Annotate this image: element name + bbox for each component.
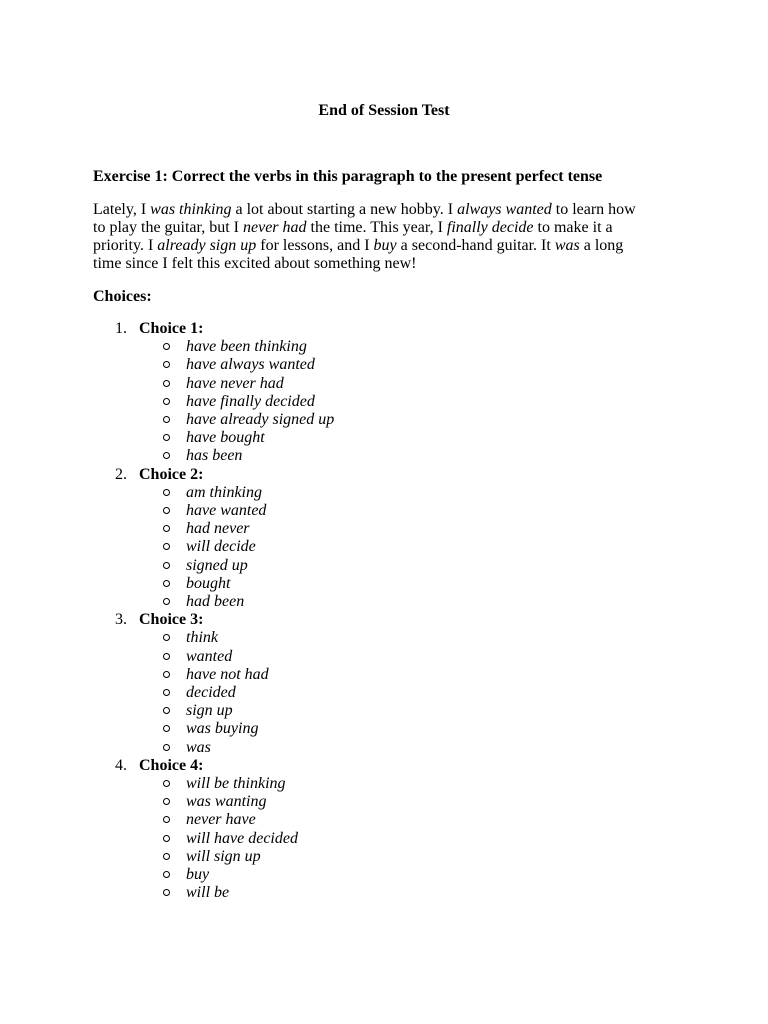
circle-bullet-icon (163, 543, 170, 550)
circle-bullet-icon (163, 452, 170, 459)
option-text: have not had (186, 665, 269, 683)
option-item (0, 484, 334, 502)
option-text: will have decided (186, 829, 298, 847)
circle-bullet-icon (163, 871, 170, 878)
paragraph-text: a lot about starting a new hobby. I (231, 201, 458, 218)
option-item (0, 775, 334, 793)
circle-bullet-icon (163, 689, 170, 696)
circle-bullet-icon (163, 816, 170, 823)
option-text: buy (186, 866, 210, 884)
option-item (0, 702, 334, 720)
circle-bullet-icon (163, 562, 170, 569)
option-text: has been (186, 447, 243, 465)
option-item (0, 375, 334, 393)
circle-bullet-icon (163, 671, 170, 678)
circle-bullet-icon (163, 343, 170, 350)
verb-to-correct: buy (373, 237, 397, 254)
option-text: was wanting (186, 793, 267, 811)
paragraph-text: the time. This year, I (306, 219, 447, 236)
circle-bullet-icon (163, 853, 170, 860)
paragraph-line (93, 201, 683, 219)
option-item (0, 884, 334, 902)
circle-bullet-icon (163, 434, 170, 441)
option-item (0, 830, 334, 848)
circle-bullet-icon (163, 798, 170, 805)
option-item (0, 393, 334, 411)
verb-to-correct: already sign up (157, 237, 257, 254)
option-item (0, 520, 334, 538)
option-text: never have (186, 811, 256, 829)
option-item (0, 538, 334, 556)
circle-bullet-icon (163, 398, 170, 405)
circle-bullet-icon (163, 634, 170, 641)
circle-bullet-icon (163, 889, 170, 896)
circle-bullet-icon (163, 707, 170, 714)
paragraph-text: priority. I (93, 237, 158, 254)
option-item (0, 666, 334, 684)
choices-heading: Choices: (93, 288, 152, 305)
choice-label: Choice 1: (139, 320, 204, 337)
option-item (0, 848, 334, 866)
option-item (0, 429, 334, 447)
choice-label: Choice 3: (139, 611, 204, 629)
exercise-paragraph (93, 201, 683, 273)
option-item (0, 866, 334, 884)
choice-item (0, 611, 334, 757)
choice-list (0, 320, 334, 903)
option-text: have never had (186, 374, 284, 392)
paragraph-text: to make it a (533, 219, 613, 236)
circle-bullet-icon (163, 744, 170, 751)
choice-label: Choice 2: (139, 465, 204, 483)
circle-bullet-icon (163, 507, 170, 514)
option-text: had never (186, 520, 250, 538)
verb-to-correct: finally decide (446, 219, 534, 236)
circle-bullet-icon (163, 580, 170, 587)
verb-to-correct: was thinking (150, 201, 232, 218)
option-item (0, 720, 334, 738)
option-item (0, 648, 334, 666)
option-text: have been thinking (186, 338, 307, 356)
option-list (0, 484, 334, 611)
page-title: End of Session Test (318, 102, 450, 119)
option-text: will decide (186, 538, 256, 556)
option-text: have wanted (186, 502, 267, 520)
circle-bullet-icon (163, 780, 170, 787)
option-text: had been (186, 593, 245, 611)
option-text: have bought (186, 429, 265, 447)
circle-bullet-icon (163, 725, 170, 732)
option-item (0, 629, 334, 647)
choice-item (0, 466, 334, 612)
paragraph-text: to learn how (551, 201, 636, 218)
option-item (0, 811, 334, 829)
verb-to-correct: was (554, 237, 580, 254)
circle-bullet-icon (163, 380, 170, 387)
option-item (0, 793, 334, 811)
choice-item (0, 320, 334, 466)
paragraph-text: for lessons, and I (256, 237, 374, 254)
option-text: signed up (186, 556, 248, 574)
circle-bullet-icon (163, 416, 170, 423)
paragraph-text: time since I felt this excited about something new! (93, 255, 417, 272)
option-item (0, 575, 334, 593)
verb-to-correct: always wanted (457, 201, 552, 218)
option-text: sign up (186, 702, 233, 720)
paragraph-text: a long (579, 237, 624, 254)
option-item (0, 411, 334, 429)
choice-number: 4. (115, 756, 127, 774)
option-text: decided (186, 684, 236, 702)
option-text: wanted (186, 647, 233, 665)
option-item (0, 557, 334, 575)
exercise-heading: Exercise 1: Correct the verbs in this paragraph to the present perfect tense (93, 168, 603, 185)
paragraph-text: a second-hand guitar. It (396, 237, 555, 254)
circle-bullet-icon (163, 653, 170, 660)
option-item (0, 739, 334, 757)
choice-number: 1. (115, 320, 127, 337)
option-text: will be (186, 884, 230, 902)
circle-bullet-icon (163, 361, 170, 368)
circle-bullet-icon (163, 835, 170, 842)
choice-number: 3. (115, 611, 127, 629)
option-text: think (186, 629, 218, 647)
option-item (0, 356, 334, 374)
paragraph-line (93, 237, 683, 255)
option-item (0, 684, 334, 702)
verb-to-correct: never had (243, 219, 307, 236)
option-item (0, 338, 334, 356)
paragraph-line (93, 219, 683, 237)
option-text: was buying (186, 720, 259, 738)
option-text: have always wanted (186, 356, 315, 374)
paragraph-text: to play the guitar, but I (93, 219, 243, 236)
option-list (0, 629, 334, 756)
choice-number: 2. (115, 465, 127, 483)
paragraph-text: Lately, I (93, 201, 151, 218)
option-list (0, 775, 334, 902)
option-text: bought (186, 574, 231, 592)
option-text: have finally decided (186, 392, 315, 410)
choice-label: Choice 4: (139, 756, 204, 774)
option-text: have already signed up (186, 411, 335, 429)
option-text: am thinking (186, 483, 262, 501)
option-text: will sign up (186, 847, 261, 865)
paragraph-line (93, 255, 683, 273)
option-item (0, 502, 334, 520)
circle-bullet-icon (163, 489, 170, 496)
circle-bullet-icon (163, 525, 170, 532)
option-list (0, 338, 334, 465)
option-item (0, 447, 334, 465)
option-text: will be thinking (186, 775, 286, 793)
option-item (0, 593, 334, 611)
circle-bullet-icon (163, 598, 170, 605)
option-text: was (186, 738, 211, 756)
choice-item (0, 757, 334, 903)
